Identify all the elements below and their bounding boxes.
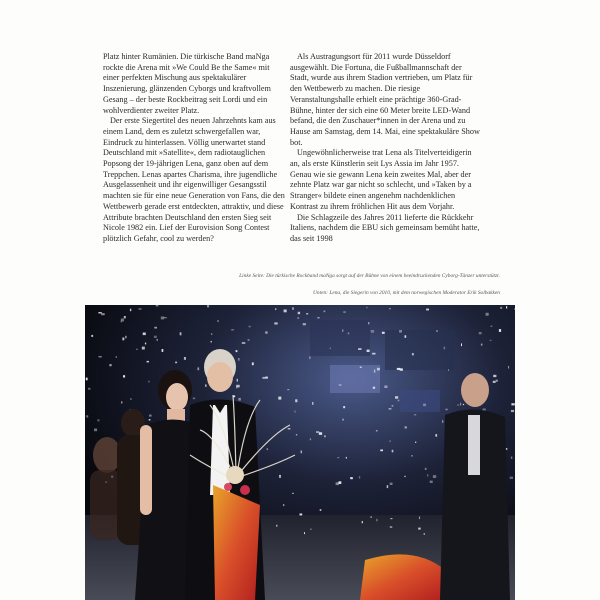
stage-photo [85, 305, 515, 600]
paragraph: Platz hinter Rumänien. Die türkische Band maNga rockte die Arena mit »We Could Be the Same« mit einer perfekten Mischung aus spektakulärer Inszenierung, glänzenden Cyborgs und kraftvollem Gesang – der beste Rockbeitrag seit Lordi und ein wohlverdienter zweiter Platz. [103, 52, 271, 115]
paragraph: Die Schlagzeile des Jahres 2011 lieferte die Rückkehr Italiens, nachdem die EBU sich gemeinsam bemüht hatte, das seit 1998 [290, 212, 480, 243]
article-column-right [290, 52, 480, 245]
photo-caption-left-page: Linke Seite: Die türkische Rockband maNga sorgt auf der Bühne von einem beeindruckenden Cyborg-Tänzer unterstützt. [239, 273, 500, 279]
article-column-left [103, 52, 287, 245]
paragraph: Der erste Siegertitel des neuen Jahrzehnts kam aus einem Land, dem es zuletzt schwergefallen war, Eindruck zu hinterlassen. Völlig unerwartet stand Deutschland mit »Satellite«, dem radiotauglichen Popsong der 19-jährigen Lena, ganz oben auf dem Treppchen. Lenas apartes Charisma, ihre jugendliche Ausgelassenheit und ihr eigenwilliger Gesangsstil machten sie für eine neue Generation von Fans, die den Wettbewerb gerade erst entdeckten, attraktiv, und diese Attribute brachten Deutschland den ersten Sieg seit Nicole 1982 ein. Lief der Eurovision Song Contest plötzlich Gefahr, cool zu werden? [103, 116, 285, 243]
photo-caption-below: Unten: Lena, die Siegerin von 2010, mit dem norwegischen Moderator Erik Solbakken [313, 290, 500, 296]
paragraph: Als Austragungsort für 2011 wurde Düsseldorf ausgewählt. Die Fortuna, die Fußballmannschaft der Stadt, wurde aus ihrem Stadion vertrieben, um Platz für den Wettbewerb zu machen. Die riesige Veranstaltungshalle erhielt eine prächtige 360-Grad-Bühne, hinter der sich eine 60 Meter breite LED-Wand befand, die den Zuschauer*innen in der Arena und zu Hause am Samstag, dem 14. Mai, eine spektakuläre Show bot. [290, 52, 480, 147]
paragraph: Ungewöhnlicherweise trat Lena als Titelverteidigerin an, als erste Künstlerin seit Lys Assia im Jahr 1957. Genau wie sie gewann Lena kein zweites Mal, aber der zehnte Platz war gar nicht so schlecht, und »Taken by a Stranger« bildete einen angenehm nachdenklichen Kontrast zu ihrem fröhlichen Hit aus dem Vorjahr. [290, 148, 472, 211]
